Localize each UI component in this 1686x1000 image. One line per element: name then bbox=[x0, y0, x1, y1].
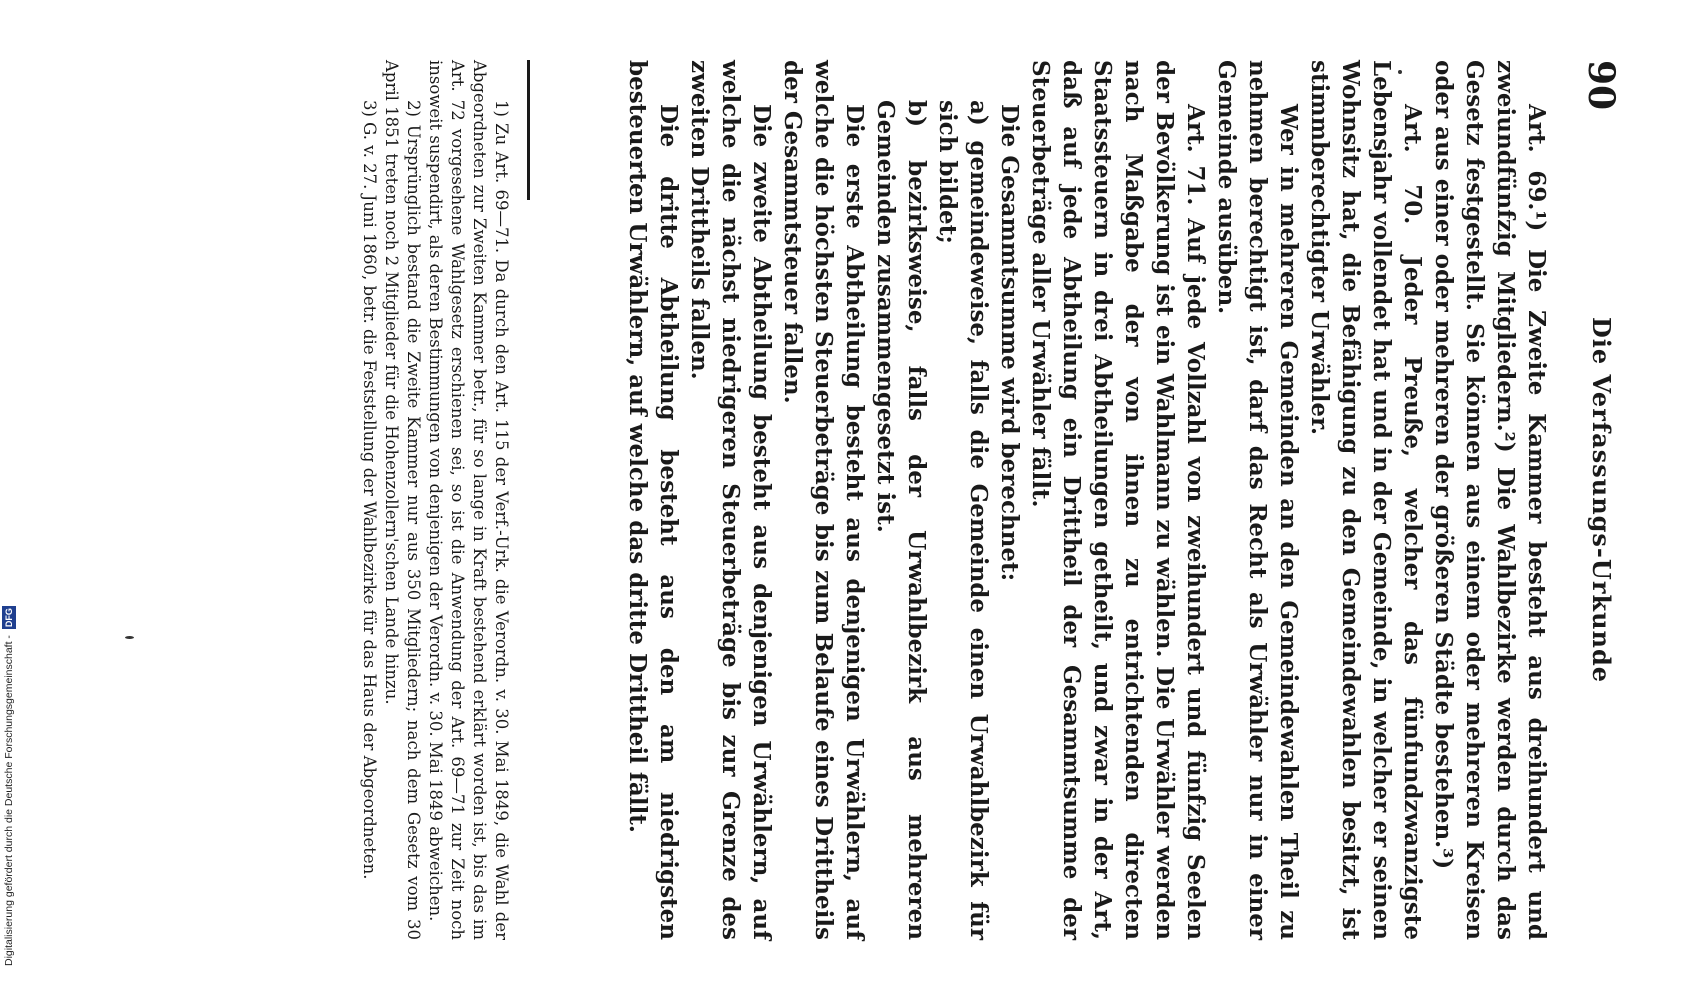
footnotes bbox=[358, 60, 512, 940]
digitization-credit-strip bbox=[0, 0, 16, 1000]
running-title: Die Verfassungs-Urkunde bbox=[1587, 316, 1616, 684]
digitization-credit bbox=[2, 36, 16, 966]
paragraph-second-division: Die zweite Abtheilung besteht aus denjenigen Urwählern, auf welche die nächst niedrigeren Steuerbeträge bis zur Grenze des zweiten Drittheils fallen. bbox=[686, 60, 775, 940]
footnote-divider bbox=[527, 60, 530, 200]
book-page bbox=[100, 30, 1630, 970]
paragraph-calculation: Die Gesammtsumme wird berechnet: bbox=[996, 104, 1023, 582]
footnote-2: 2) Ursprünglich bestand die Zweite Kammer nur aus 350 Mitgliedern; nach dem Gesetz vom 30 April 1851 treten noch 2 Mitglieder für die Hohenzollern'schen Lande hinzu. bbox=[382, 60, 423, 940]
page-header bbox=[1570, 30, 1630, 970]
list-item-a: a) gemeindeweise, falls die Gemeinde einen Urwahlbezirk für sich bildet; bbox=[934, 100, 992, 940]
digitization-credit-text: Digitalisierung gefördert durch die Deutsche Forschungsgemeinschaft - bbox=[3, 635, 15, 966]
footnote-3: 3) G. v. 27. Juni 1860, betr. die Feststellung der Wahlbezirke für das Haus der Abgeordneten. bbox=[360, 100, 379, 880]
paragraph-art-71: Art. 71. Auf jede Vollzahl von zweihundert und fünfzig Seelen der Bevölkerung ist ein Wahlmann zu wählen. Die Urwähler werden nach Maßgabe der von ihnen zu entrichtenden directen Staatssteuern in drei Abtheilungen getheilt, und zwar in der Art, daß auf jede Abtheilung ein Drittheil der Gesammtsumme der Steuerbeträge aller Urwähler fällt. bbox=[1027, 60, 1209, 940]
dfg-logo: DFG bbox=[4, 608, 14, 628]
paragraph-art-70: Art. 70. Jeder Preuße, welcher das fünfundzwanzigste Lebensjahr vollendet hat und in der Gemeinde, in welcher er seinen Wohnsitz hat, die Befähigung zu den Gemeindewahlen besitzt, ist stimmberechtigter Urwähler. bbox=[1306, 60, 1426, 940]
list-item-b: b) bezirksweise, falls der Urwahlbezirk aus mehreren Gemeinden zusammengesetzt ist. bbox=[872, 100, 930, 940]
paragraph-first-division: Die erste Abtheilung besteht aus denjenigen Urwählern, auf welche die höchsten Steuerbeträge bis zum Belaufe eines Drittheils der Gesammtsteuer fallen. bbox=[779, 60, 868, 940]
paragraph-third-division: Die dritte Abtheilung besteht aus den am niedrigsten besteuerten Urwählern, auf welche das dritte Drittheil fällt. bbox=[624, 60, 682, 940]
paragraph-art-69: Art. 69.¹) Die Zweite Kammer besteht aus dreihundert und zweiundfünfzig Mitgliedern.²) Die Wahlbezirke werden durch das Gesetz festgestellt. Sie können aus einem oder mehreren Kreisen oder aus einer oder mehreren der größeren Städte bestehen.³) bbox=[1430, 60, 1550, 940]
paragraph-art-70-cont: Wer in mehreren Gemeinden an den Gemeindewahlen Theil zu nehmen berechtigt ist, darf das Recht als Urwähler nur in einer Gemeinde ausüben. bbox=[1213, 60, 1302, 940]
main-text bbox=[622, 60, 1552, 940]
footnote-1: 1) Zu Art. 69—71. Da durch den Art. 115 der Verf.-Urk. die Verordn. v. 30. Mai 1849, die Wahl der Abgeordneten zur Zweiten Kammer betr., für so lange in Kraft bestehend erklärt worden ist, bis das im Art. 72 vorgesehene Wahlgesetz erschienen sei, so ist die Anwendung der Art. 69—71 zur Zeit noch insoweit suspendirt, als deren Bestimmungen von denjenigen der Verordn. v. 30. Mai 1849 abweichen. bbox=[426, 60, 511, 940]
page-number: 90 bbox=[1580, 60, 1622, 111]
